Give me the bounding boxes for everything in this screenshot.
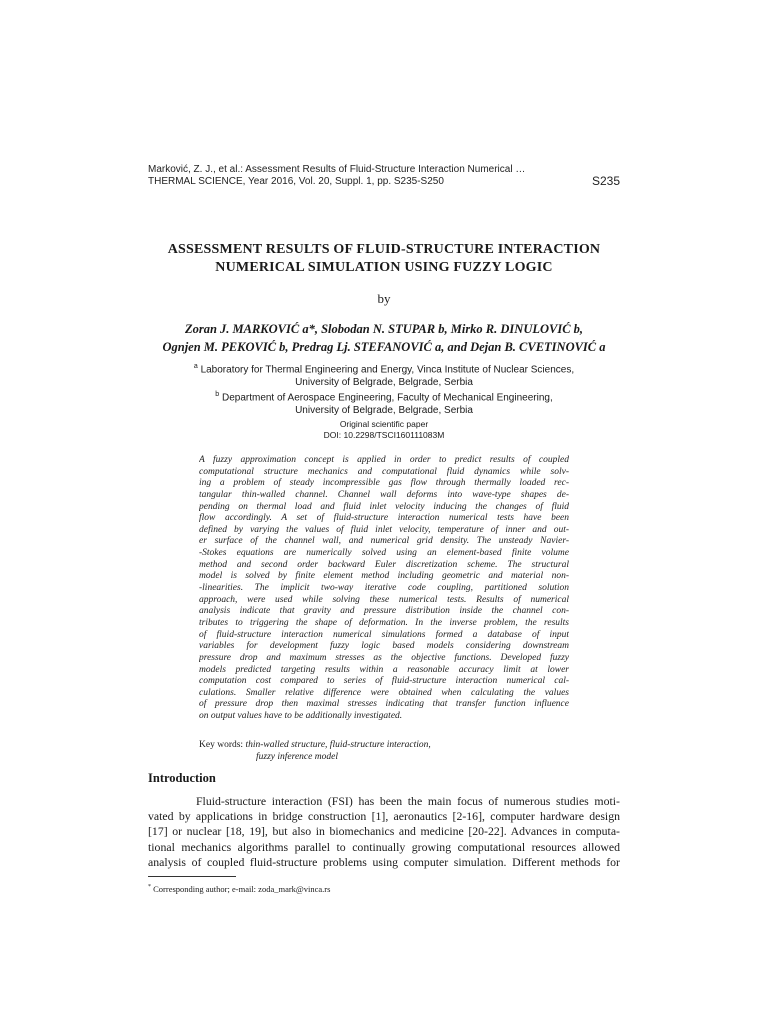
abstract-line: defined by varying the values of fluid inlet velocity, temperature of inner and out- xyxy=(199,524,569,535)
abstract-line: on output values have to be additionally investigated. xyxy=(199,711,403,722)
introduction-line: tional mechanics algorithms parallel to continually growing computational resources allowed xyxy=(148,839,620,854)
affiliation-a-text-1: Laboratory for Thermal Engineering and Energy, Vinca Institute of Nuclear Sciences, xyxy=(200,364,575,376)
abstract-line: culations. Smaller relative difference were obtained when calculating the values xyxy=(199,687,569,698)
keywords xyxy=(199,739,569,763)
authors-line-1: Zoran J. MARKOVIĆ a*, Slobodan N. STUPAR b, Mirko R. DINULOVIĆ b, xyxy=(184,322,584,336)
authors-line-2: Ognjen M. PEKOVIĆ b, Predrag Lj. STEFANOVIĆ a, and Dejan B. CVETINOVIĆ a xyxy=(162,340,606,354)
abstract-line: computation cost compared to series of fluid-structure interaction numerical cal- xyxy=(199,676,569,687)
by-line: by xyxy=(377,291,391,306)
abstract-line: A fuzzy approximation concept is applied in order to predict results of coupled xyxy=(199,455,569,465)
abstract-line: er surface of the channel wall, and numerical grid density. The unsteady Navier- xyxy=(199,536,569,547)
paper-doi: DOI: 10.2298/TSCI160111083M xyxy=(323,429,445,440)
affiliation-a-line-2: University of Belgrade, Belgrade, Serbia xyxy=(295,376,473,388)
title-line-2: NUMERICAL SIMULATION USING FUZZY LOGIC xyxy=(215,260,553,275)
introduction-body xyxy=(148,794,620,870)
abstract-line: -Stokes equations are numerically solved using an element-based finite volume xyxy=(199,548,569,559)
section-heading-introduction: Introduction xyxy=(148,771,216,785)
paper-type: Original scientific paper xyxy=(339,419,429,429)
affiliation-a-marker: a xyxy=(193,363,198,370)
running-head-citation: Marković, Z. J., et al.: Assessment Results of Fluid-Structure Interaction Numerical … xyxy=(148,164,526,175)
abstract-line: -linearities. The implicit two-way iterative code coupling, partitioned solution xyxy=(199,583,569,594)
page-number: S235 xyxy=(591,174,620,188)
abstract-line: of fluid-structure interaction numerical simulations formed a database of input xyxy=(199,629,569,640)
abstract-line: method and second order backward Euler discretization scheme. The structural xyxy=(199,559,569,570)
paper-meta xyxy=(148,419,620,440)
keywords-text-1: thin-walled structure, fluid-structure interaction, xyxy=(245,740,431,750)
title-line-1: ASSESSMENT RESULTS OF FLUID-STRUCTURE INTERACTION xyxy=(167,242,601,257)
introduction-line: vated by applications in bridge construction [1], aeronautics [2-16], computer hardware design xyxy=(148,809,620,824)
keywords-line-2: fuzzy inference model xyxy=(256,752,338,762)
introduction-line: Fluid-structure interaction (FSI) has been the main focus of numerous studies moti- xyxy=(196,794,620,808)
introduction-line: [17] or nuclear [18, 19], but also in biomechanics and medicine [20-22]. Advances in computa- xyxy=(148,824,620,839)
affiliation-a-line-1 xyxy=(148,361,620,377)
affiliation-b-line-1 xyxy=(148,389,620,405)
abstract-line: tangular thin-walled channel. Channel wall deforms into wave-type shapes de- xyxy=(199,489,569,500)
running-head-journal: THERMAL SCIENCE, Year 2016, Vol. 20, Suppl. 1, pp. S235-S250 xyxy=(148,176,444,187)
affiliation-b-line-2: University of Belgrade, Belgrade, Serbia xyxy=(295,405,473,417)
abstract-line: pressure drop and maximum stresses as the objective functions. Developed fuzzy xyxy=(199,652,569,663)
abstract-line: of pressure drop then maximal stresses indicating that transfer function influence xyxy=(199,699,569,710)
abstract-line: analysis indicate that gravity and pressure distribution inside the channel con- xyxy=(199,606,569,617)
footnote-marker: * xyxy=(148,884,151,890)
introduction-line: analysis of coupled fluid-structure problems using computer simulation. Different methods for xyxy=(148,854,620,869)
affiliation-b-text-1: Department of Aerospace Engineering, Faculty of Mechanical Engineering, xyxy=(221,392,553,404)
keywords-label: Key words: xyxy=(199,740,244,750)
footnote-rule xyxy=(148,876,236,877)
abstract xyxy=(199,455,569,723)
footnote-text: Corresponding author; e-mail: zoda_mark@vinca.rs xyxy=(153,883,331,894)
abstract-line: approach, were used while solving these numerical tests. Results of numerical xyxy=(199,594,569,605)
abstract-line: pending on thermal load and fluid inlet velocity inducing the changes of fluid xyxy=(199,501,569,512)
abstract-line: variables for development fuzzy logic based models considering downstream xyxy=(199,641,569,652)
keywords-line-1 xyxy=(199,739,569,751)
paper-title xyxy=(148,241,620,277)
abstract-line: tributes to triggering the shape of deformation. In the inverse problem, the results xyxy=(199,617,569,628)
abstract-line: models predicted targeting results within a reasonable accuracy limit at lower xyxy=(199,664,569,675)
abstract-line: flow accordingly. A set of fluid-structure interaction numerical tests have been xyxy=(199,513,569,524)
abstract-line: ing a problem of steady incompressible gas flow through thermally loaded rec- xyxy=(199,478,569,489)
running-head xyxy=(148,164,620,188)
footnote xyxy=(148,882,330,895)
abstract-line: computational structure mechanics and computational fluid dynamics while solv- xyxy=(199,466,569,477)
affiliation-b-marker: b xyxy=(215,391,220,399)
author-list xyxy=(148,320,620,356)
abstract-line: model is solved by finite element method including geometric and material non- xyxy=(199,571,569,582)
affiliations xyxy=(148,361,620,418)
